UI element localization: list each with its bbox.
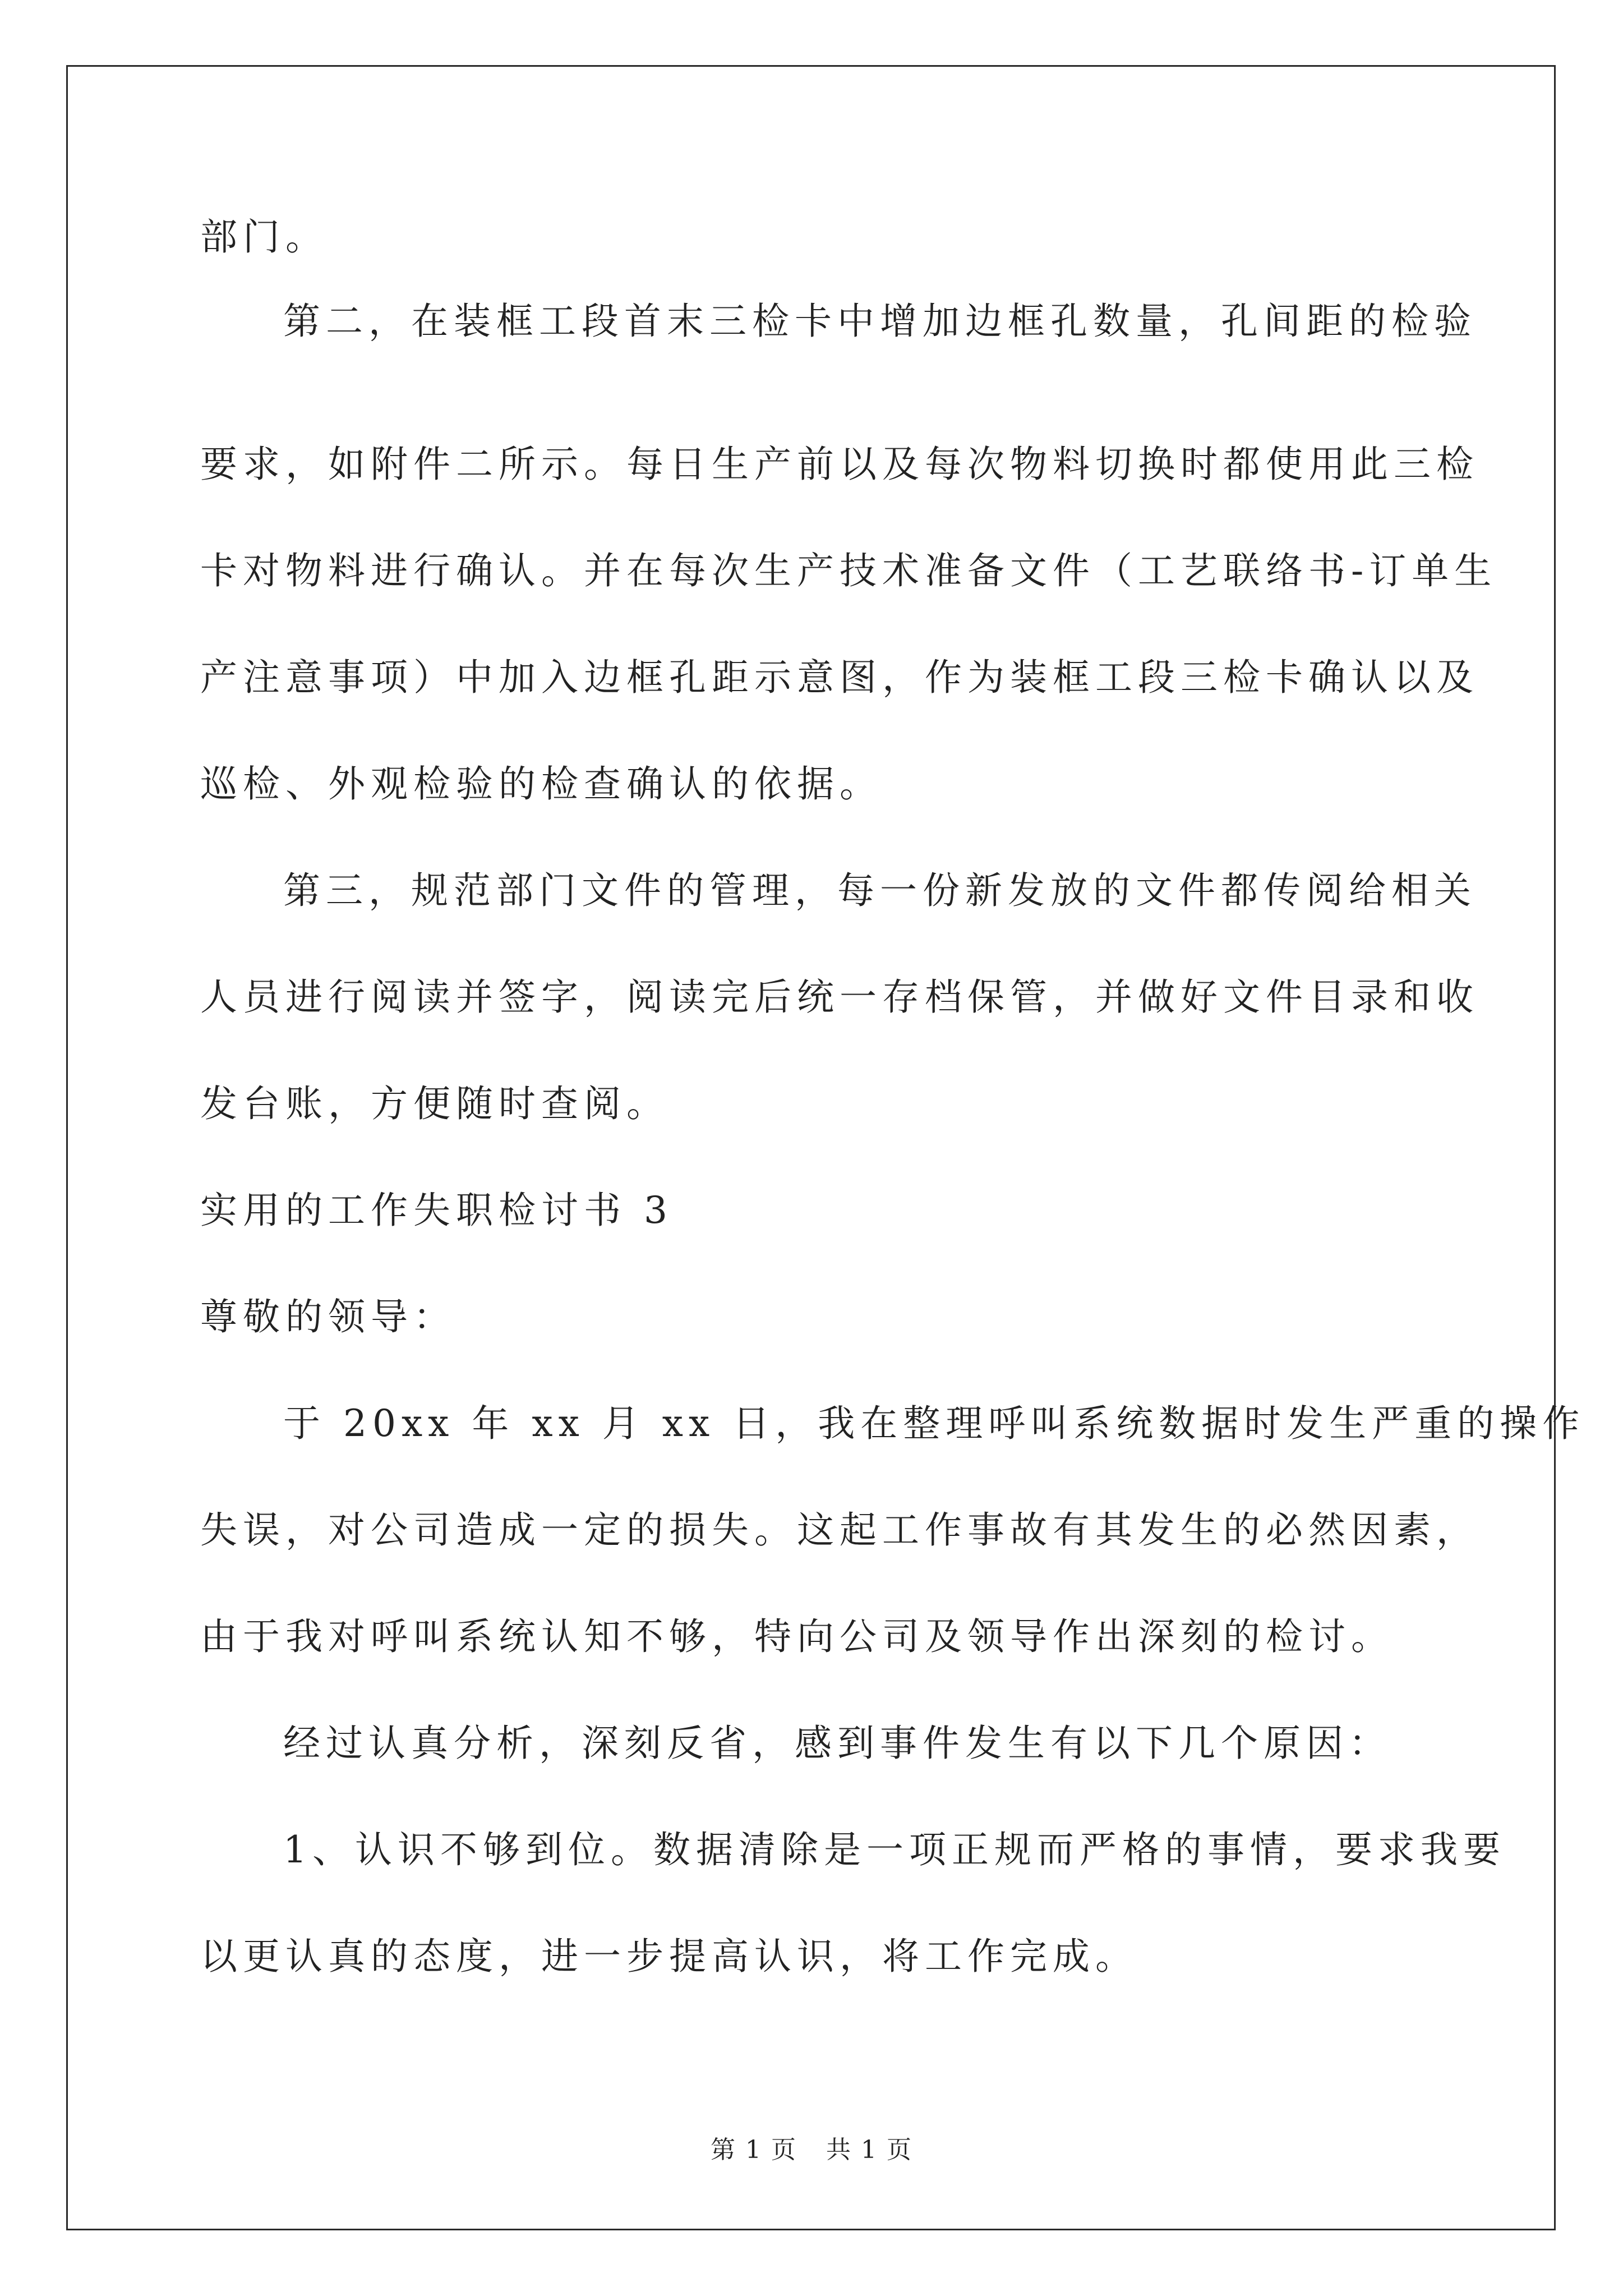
- page-total: 共 1 页: [826, 2136, 912, 2164]
- section-title: 实用的工作失职检讨书 3: [200, 1189, 673, 1232]
- text-line-4: 卡对物料进行确认。并在每次生产技术准备文件（工艺联络书-订单生: [200, 549, 1497, 592]
- text-line-13: 失误，对公司造成一定的损失。这起工作事故有其发生的必然因素，: [200, 1508, 1479, 1552]
- page-number: 第 1 页: [711, 2136, 797, 2164]
- text-line-14: 由于我对呼叫系统认知不够，特向公司及领导作出深刻的检讨。: [200, 1615, 1394, 1658]
- text-line-3: 要求，如附件二所示。每日生产前以及每次物料切换时都使用此三检: [200, 443, 1479, 486]
- text-line-12: 于 20xx 年 xx 月 xx 日，我在整理呼叫系统数据时发生严重的操作: [283, 1402, 1585, 1445]
- text-line-16: 1、认识不够到位。数据清除是一项正规而严格的事情，要求我要: [283, 1828, 1506, 1871]
- salutation: 尊敬的领导：: [200, 1295, 456, 1338]
- text-line-7: 第三，规范部门文件的管理，每一份新发放的文件都传阅给相关: [283, 869, 1477, 912]
- page-border: [66, 65, 1585, 2230]
- text-line-9: 发台账，方便随时查阅。: [200, 1082, 669, 1125]
- page-footer: [0, 2129, 1623, 2165]
- text-line-6: 巡检、外观检验的检查确认的依据。: [200, 762, 882, 806]
- text-line-17: 以更认真的态度，进一步提高认识，将工作完成。: [200, 1935, 1138, 1978]
- text-line-1: 部门。: [200, 215, 328, 259]
- text-line-5: 产注意事项）中加入边框孔距示意图，作为装框工段三检卡确认以及: [200, 656, 1479, 699]
- text-line-15: 经过认真分析，深刻反省，感到事件发生有以下几个原因：: [283, 1722, 1391, 1765]
- text-line-8: 人员进行阅读并签字，阅读完后统一存档保管，并做好文件目录和收: [200, 976, 1479, 1019]
- text-line-2: 第二，在装框工段首末三检卡中增加边框孔数量，孔间距的检验: [283, 300, 1477, 343]
